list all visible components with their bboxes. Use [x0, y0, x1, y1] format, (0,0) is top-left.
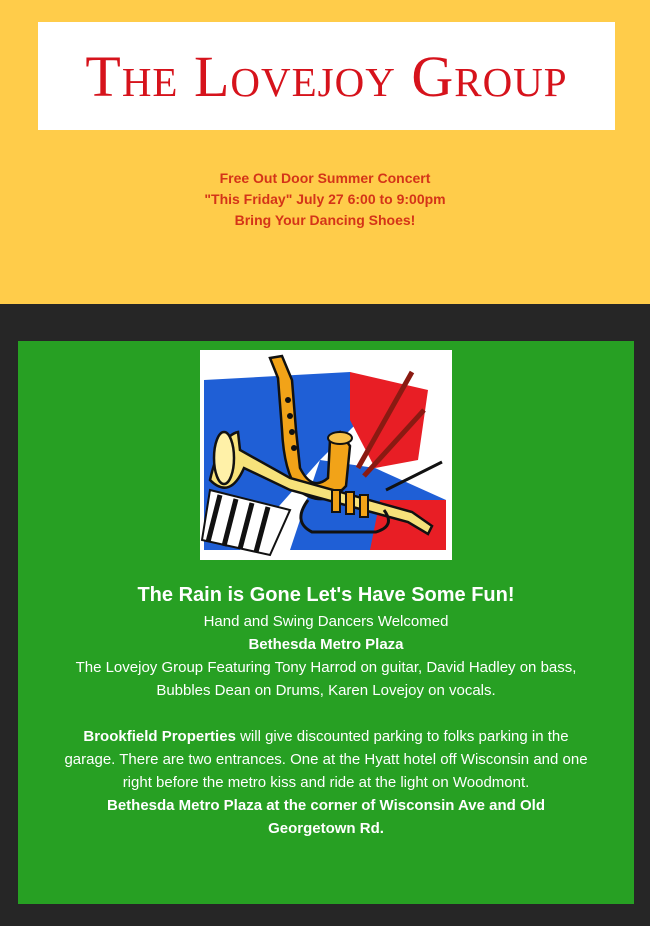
paragraph-spacer: [18, 702, 634, 725]
logo-text: The Lovejoy Group: [85, 43, 568, 109]
venue-name: Bethesda Metro Plaza: [248, 636, 404, 653]
event-details: [18, 580, 634, 840]
location-line-1: Bethesda Metro Plaza at the corner of Wisconsin Ave and Old: [106, 797, 545, 814]
logo-banner[interactable]: [38, 22, 615, 130]
jazz-instruments-illustration: [200, 350, 452, 560]
performers-line-1: The Lovejoy Group Featuring Tony Harrod on guitar, David Hadley on bass,: [75, 659, 577, 676]
dancers-welcome: Hand and Swing Dancers Welcomed: [203, 613, 449, 630]
announcement-line-1: Free Out Door Summer Concert: [219, 170, 431, 186]
location-line-2: Georgetown Rd.: [268, 820, 384, 837]
parking-line-1: [18, 725, 634, 748]
performers-line-2: Bubbles Dean on Drums, Karen Lovejoy on vocals.: [156, 682, 496, 699]
header-section: [0, 0, 650, 304]
parking-line-3: right before the metro kiss and ride at the light on Woodmont.: [122, 774, 530, 791]
concert-announcement: [0, 168, 650, 231]
parking-line-2: garage. There are two entrances. One at the Hyatt hotel off Wisconsin and one: [64, 751, 588, 768]
jazz-instruments-image: [200, 350, 452, 560]
announcement-line-2: "This Friday" July 27 6:00 to 9:00pm: [204, 191, 446, 207]
announcement-line-3: Bring Your Dancing Shoes!: [234, 212, 416, 228]
parking-sponsor: Brookfield Properties: [83, 728, 236, 745]
parking-line-1-rest: will give discounted parking to folks parking in the: [235, 728, 569, 745]
event-panel: [18, 341, 634, 904]
event-headline: The Rain is Gone Let's Have Some Fun!: [137, 584, 515, 606]
